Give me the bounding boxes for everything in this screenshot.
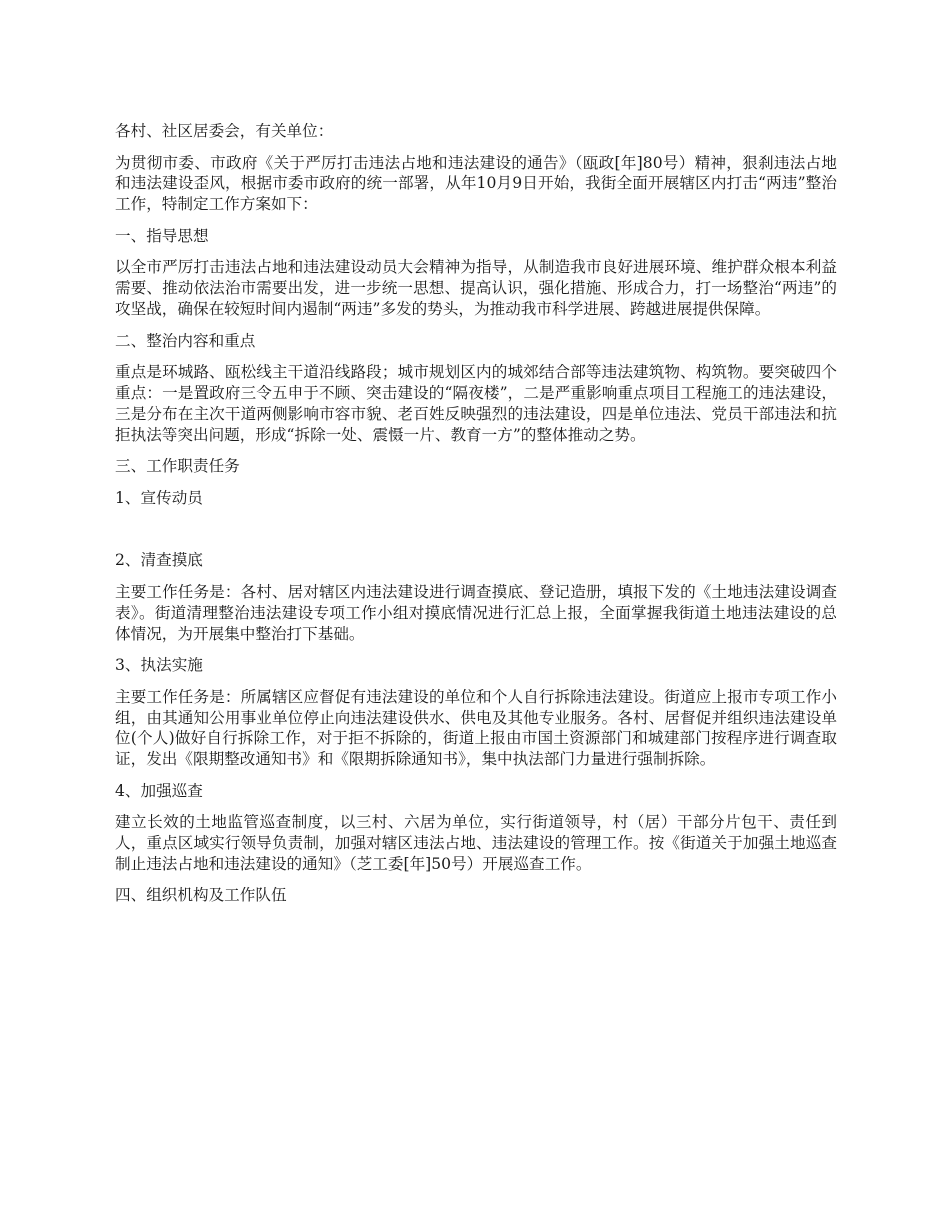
section-3-heading: 三、工作职责任务 <box>115 457 240 476</box>
item-3-body: 主要工作任务是：所属辖区应督促有违法建设的单位和个人自行拆除违法建设。街道应上报市专项工作小组，由其通知公用事业单位停止向违法建设供水、供电及其他专业服务。各村、居督促并组织违法建设单位(个人)做好自行拆除工作，对于拒不拆除的，街道上报由市国土资源部门和城建部门按程序进行调查取证，发出《限期整改通知书》和《限期拆除通知书》，集中执法部门力量进行强制拆除。 <box>115 687 837 769</box>
section-2-body: 重点是环城路、瓯松线主干道沿线路段；城市规划区内的城郊结合部等违法建筑物、构筑物。要突破四个重点：一是置政府三令五申于不顾、突击建设的“隔夜楼”，二是严重影响重点项目工程施工的违法建设，三是分布在主次干道两侧影响市容市貌、老百姓反映强烈的违法建设，四是单位违法、党员干部违法和抗拒执法等突出问题，形成“拆除一处、震慑一片、教育一方”的整体推动之势。 <box>115 363 837 444</box>
section-2-heading: 二、整治内容和重点 <box>115 331 256 350</box>
item-4-body: 建立长效的土地监管巡查制度，以三村、六居为单位，实行街道领导，村（居）干部分片包干、责任到人，重点区域实行领导负责制，加强对辖区违法占地、违法建设的管理工作。按《街道关于加强土地巡查制止违法占地和违法建设的通知》（芝工委[年]50号）开展巡查工作。 <box>115 813 837 873</box>
item-3-heading: 3、执法实施 <box>115 656 203 675</box>
salutation: 各村、社区居委会，有关单位： <box>115 122 334 140</box>
blank-spacer <box>115 519 837 550</box>
item-2-heading: 2、清查摸底 <box>115 551 203 570</box>
intro-paragraph: 为贯彻市委、市政府《关于严厉打击违法占地和违法建设的通告》（瓯政[年]80号）精神，狠刹违法占地和违法建设歪风，根据市委市政府的统一部署，从年10月9日开始，我街全面开展辖区内打击“两违”整治工作，特制定工作方案如下： <box>115 153 837 214</box>
item-4-heading: 4、加强巡查 <box>115 781 203 800</box>
item-1-heading: 1、宣传动员 <box>115 488 203 507</box>
document-page <box>115 121 837 917</box>
section-1-heading: 一、指导思想 <box>115 226 209 245</box>
section-1-body: 以全市严厉打击违法占地和违法建设动员大会精神为指导，从制造我市良好进展环境、维护群众根本利益需要、推动依法治市需要出发，进一步统一思想、提高认识，强化措施、形成合力，打一场整治“两违”的攻坚战，确保在较短时间内遏制“两违”多发的势头，为推动我市科学进展、跨越进展提供保障。 <box>115 258 837 318</box>
section-4-heading: 四、组织机构及工作队伍 <box>115 886 287 905</box>
item-2-body: 主要工作任务是：各村、居对辖区内违法建设进行调查摸底、登记造册，填报下发的《土地违法建设调查表》。街道清理整治违法建设专项工作小组对摸底情况进行汇总上报，全面掌握我街道土地违法建设的总体情况，为开展集中整治打下基础。 <box>115 582 837 643</box>
